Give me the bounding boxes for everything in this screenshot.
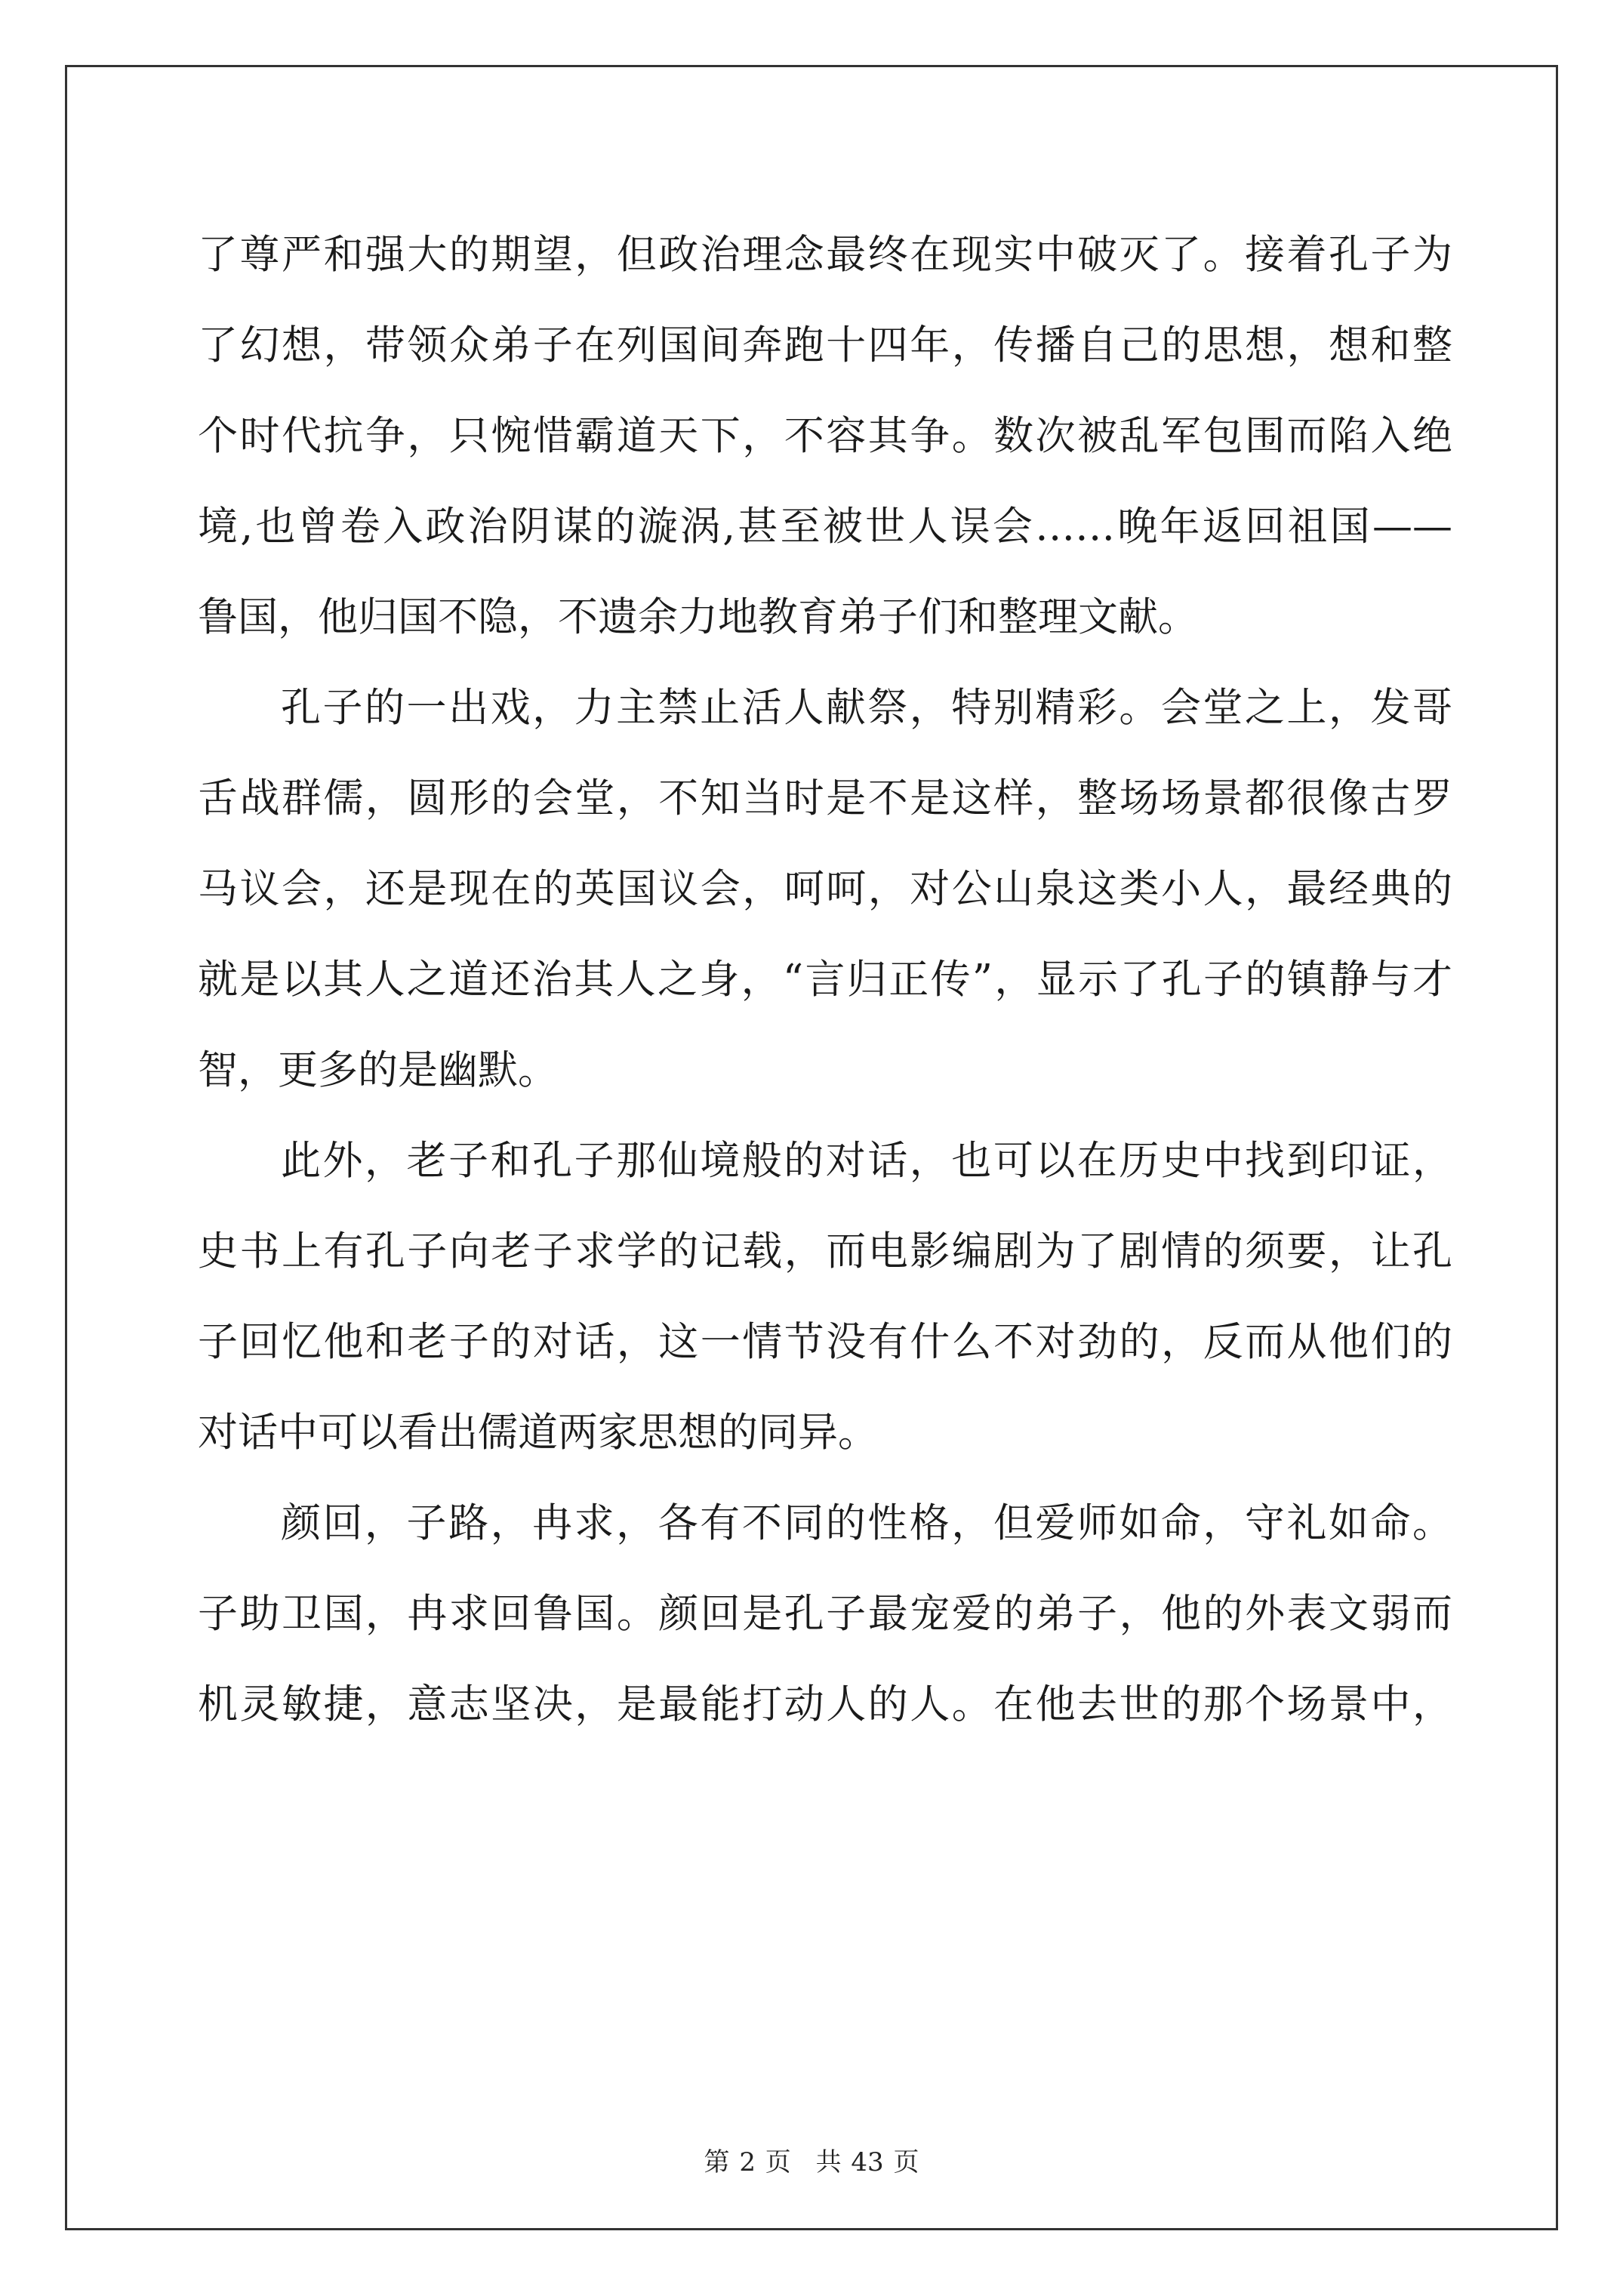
- text-line: 机灵敏捷，意志坚决，是最能打动人的人。在他去世的那个场景中，: [198, 1681, 1452, 1727]
- text-line: 此外，老子和孔子那仙境般的对话，也可以在历史中找到印证，: [281, 1138, 1452, 1184]
- text-line: 境,也曾卷入政治阴谋的漩涡,甚至被世人误会……晚年返回祖国——: [198, 504, 1452, 550]
- text-line: 就是以其人之道还治其人之身，“言归正传”，显示了孔子的镇静与才: [198, 957, 1452, 1003]
- text-line: 个时代抗争，只惋惜霸道天下，不容其争。数次被乱军包围而陷入绝: [198, 413, 1452, 459]
- page-total: 共 43 页: [815, 2147, 919, 2177]
- text-line: 了尊严和强大的期望，但政治理念最终在现实中破灭了。接着孔子为: [198, 232, 1452, 278]
- text-line: 舌战群儒，圆形的会堂，不知当时是不是这样，整场场景都很像古罗: [198, 775, 1452, 821]
- text-line: 马议会，还是现在的英国议会，呵呵，对公山泉这类小人，最经典的: [198, 866, 1452, 912]
- text-line: 颜回，子路，冉求，各有不同的性格，但爱师如命，守礼如命。: [281, 1500, 1452, 1546]
- text-line: 对话中可以看出儒道两家思想的同异。: [198, 1410, 878, 1456]
- text-line: 智，更多的是幽默。: [198, 1047, 558, 1093]
- text-line: 子助卫国，冉求回鲁国。颜回是孔子最宠爱的弟子，他的外表文弱而: [198, 1591, 1452, 1637]
- text-line: 了幻想，带领众弟子在列国间奔跑十四年，传播自己的思想，想和整: [198, 322, 1452, 368]
- page-footer: [0, 2141, 1623, 2178]
- text-line: 史书上有孔子向老子求学的记载，而电影编剧为了剧情的须要，让孔: [198, 1228, 1452, 1274]
- text-line: 子回忆他和老子的对话，这一情节没有什么不对劲的，反而从他们的: [198, 1319, 1452, 1365]
- text-line: 鲁国，他归国不隐，不遗余力地教育弟子们和整理文献。: [198, 594, 1198, 640]
- page-number: 第 2 页: [704, 2147, 791, 2177]
- text-line: 孔子的一出戏，力主禁止活人献祭，特别精彩。会堂之上，发哥: [281, 685, 1452, 731]
